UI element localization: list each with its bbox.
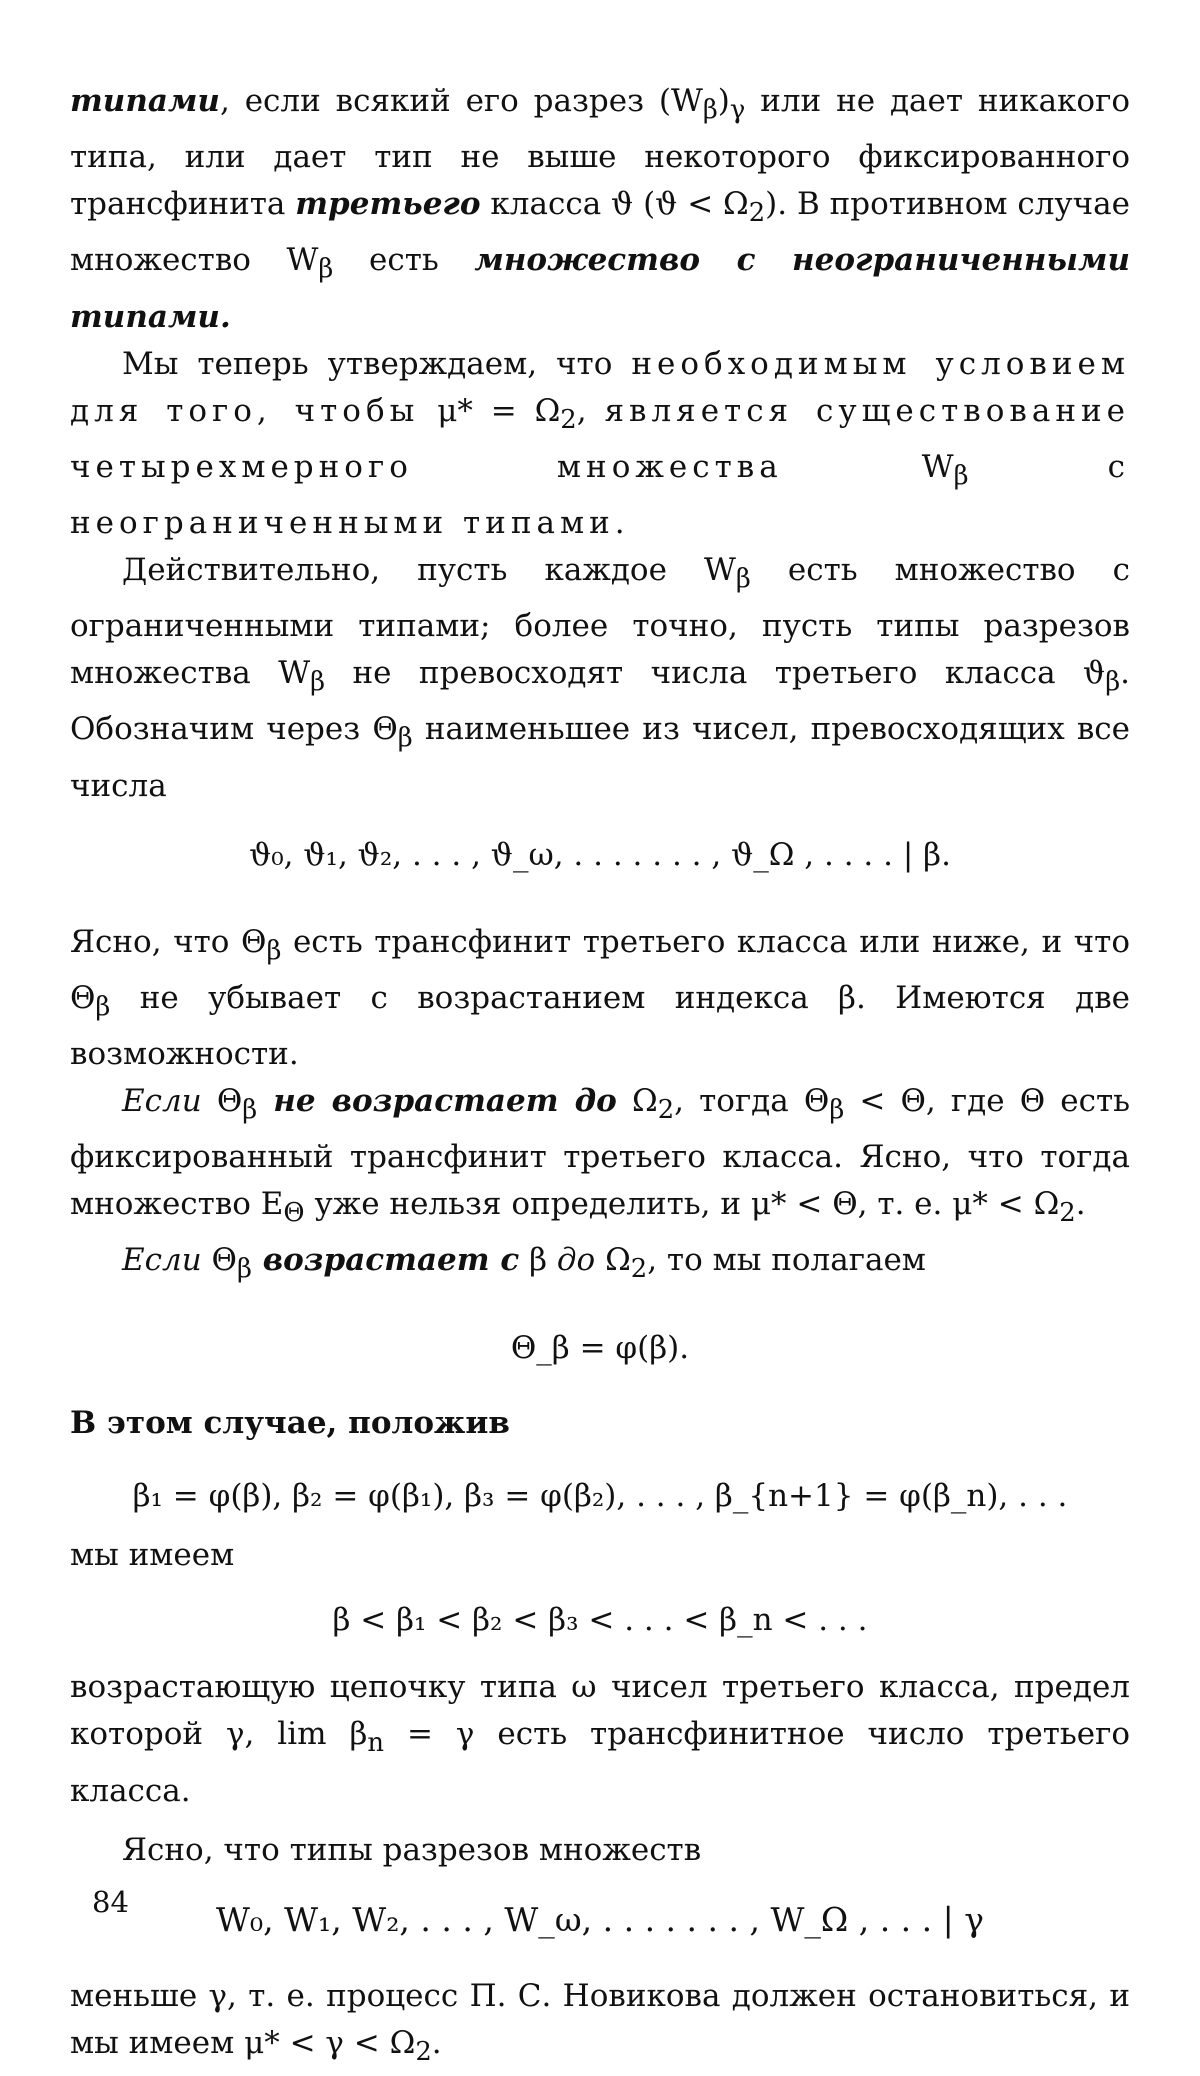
paragraph-we-have: мы имеем (70, 1537, 235, 1574)
formula-theta-phi: Θ_β = φ(β). (510, 1330, 690, 1367)
formula-beta-chain: β < β₁ < β₂ < β₃ < . . . < β_n < . . . (332, 1602, 868, 1639)
paragraph-limit: возрастающую цепочку типа ω чисел третьего класса, предел которой γ, $\lim \beta_n = \gamma$ есть трансфинитное число третьего класса. (70, 1669, 1130, 1809)
formula-w-sequence: W₀, W₁, W₂, . . . , W_ω, . . . . . . . , W_Ω , . . . | γ (216, 1899, 984, 1939)
paragraph-conclusion: меньше γ, т. е. процесс П. С. Новикова должен остановиться, и мы имеем $\mu* < \gamma < \Omega_2$. (70, 1977, 1130, 2067)
formula-beta-recursion: β₁ = φ(β), β₂ = φ(β₁), β₃ = φ(β₂), . . . , β_{n+1} = φ(β_n), . . . (132, 1478, 1068, 1515)
paragraph-case-two: Если $\Theta_\beta$ возрастает с β до $\Omega_2$, то мы полагаем (122, 1242, 926, 1285)
page-number: 84 (92, 1885, 129, 1919)
paragraph-in-this-case: В этом случае, положив (70, 1405, 510, 1442)
page-body (70, 78, 1130, 2076)
formula-theta-sequence: ϑ₀, ϑ₁, ϑ₂, . . . , ϑ_ω, . . . . . . . , ϑ_Ω , . . . . | β. (249, 836, 951, 873)
paragraph-definition: типами, если всякий его разрез $(W_\beta)_\gamma$ или не дает никакого типа, или дает тип не выше некоторого фиксированного трансфинита третьего класса ϑ $(ϑ < \Omega_2)$. В противном случае множество $W_\beta$ есть множество с неограниченными типами. (70, 83, 1130, 335)
paragraph-proof: Действительно, пусть каждое $W_\beta$ есть множество с ограниченными типами; более точно, пусть типы разрезов множества $W_\beta$ не превосходят числа третьего класса $ϑ_\beta$. Обозначим через $\Theta_\beta$ наименьшее из чисел, превосходящих все числа (70, 551, 1130, 804)
paragraph-case-one: Если $\Theta_\beta$ не возрастает до $\Omega_2$, тогда $\Theta_\beta < \Theta$, где Θ есть фиксированный трансфинит третьего класса. Ясно, что тогда множество $E_\Theta$ уже нельзя определить, и μ* < Θ, т. е. $\mu* < \Omega_2$. (70, 1082, 1130, 1229)
paragraph-theta-nondecreasing: Ясно, что $\Theta_\beta$ есть трансфинит третьего класса или ниже, и что $\Theta_\beta$ не убывает с возрастанием индекса β. Имеются две возможности. (70, 923, 1130, 1072)
paragraph-cut-types: Ясно, что типы разрезов множеств (122, 1831, 702, 1868)
paragraph-claim: Мы теперь утверждаем, что необходимым условием для того, чтобы $\mu* = \Omega_2$, является существование четырехмерного множества $W_\beta$ с неограниченными типами. (70, 345, 1131, 541)
